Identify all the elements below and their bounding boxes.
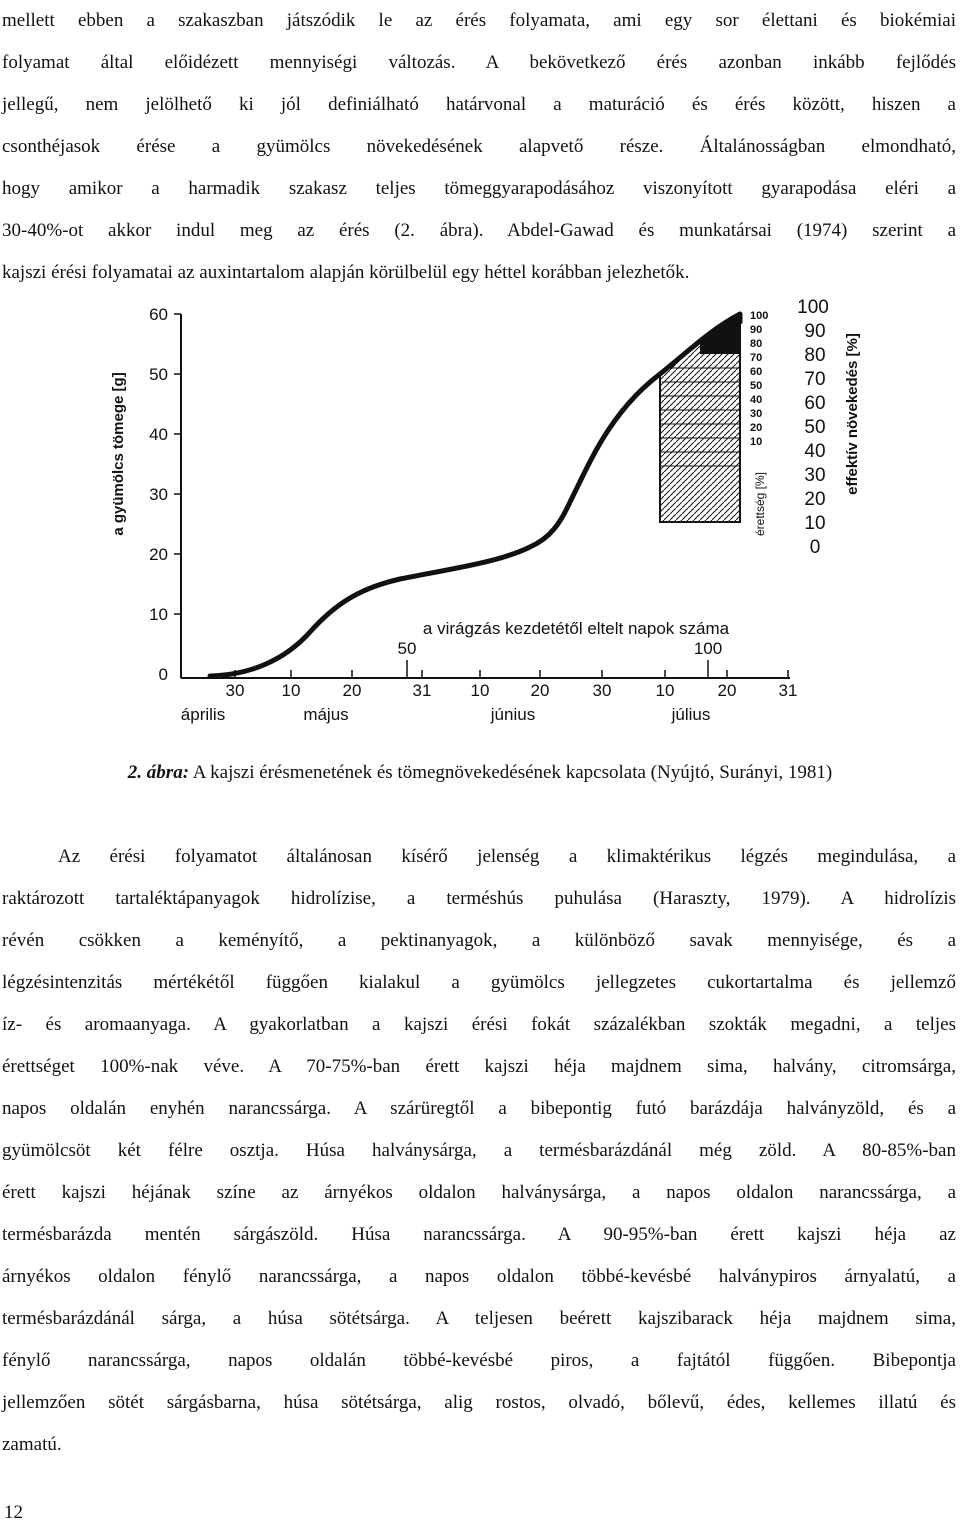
month-label: június xyxy=(490,705,536,724)
ripeness-tick: 70 xyxy=(750,352,763,364)
text-line: érettséget 100%-nak véve. A 70-75%-ban érett kajszi héja majdnem sima, halvány, citromsárga, xyxy=(2,1056,956,1077)
growth-tick: 80 xyxy=(804,345,826,366)
y-tick-label: 20 xyxy=(149,545,168,564)
growth-tick: 0 xyxy=(809,537,821,558)
text-line: napos oldalán enyhén narancssárga. A szárüregtől a bibepontig futó barázdája halványzöld, és a xyxy=(2,1098,956,1119)
text-line: Az érési folyamatot általánosan kísérő jelenség a klimaktérikus légzés megindulása, a xyxy=(58,846,956,867)
ripeness-tick: 20 xyxy=(750,422,763,434)
x-date-tick: 30 xyxy=(592,681,612,700)
x-day-tick: 50 xyxy=(397,639,417,658)
ripeness-tick: 50 xyxy=(750,380,763,392)
ripeness-tick: 30 xyxy=(750,408,763,420)
text-line: jellemzően sötét sárgásbarna, húsa sötétsárga, alig rostos, olvadó, bőlevű, édes, kellemes illatú és xyxy=(2,1392,956,1413)
growth-tick: 70 xyxy=(804,369,826,390)
text-line: termésbarázdánál sárga, a húsa sötétsárga. A teljesen beérett kajszibarack héja majdnem sima, xyxy=(2,1308,956,1329)
x-day-tick: 100 xyxy=(693,639,723,658)
caption-text: A kajszi érésmenetének és tömegnövekedésének kapcsolata (Nyújtó, Surányi, 1981) xyxy=(189,762,833,783)
y-tick-label: 0 xyxy=(158,665,168,684)
text-line: hogy amikor a harmadik szakasz teljes tömeggyarapodásához viszonyított gyarapodása eléri a xyxy=(2,178,956,199)
x-date-tick: 10 xyxy=(281,681,301,700)
body-text-top xyxy=(2,0,956,294)
growth-tick: 50 xyxy=(804,417,826,438)
ripening-growth-figure xyxy=(100,292,870,732)
x-date-tick: 30 xyxy=(225,681,245,700)
ripeness-tick: 100 xyxy=(750,310,769,322)
text-line: mellett ebben a szakaszban játszódik le az érés folyamata, ami egy sor élettani és biokémiai xyxy=(2,10,956,31)
growth-tick: 60 xyxy=(804,393,826,414)
growth-tick: 10 xyxy=(804,513,826,534)
growth-tick: 20 xyxy=(804,489,826,510)
growth-tick: 30 xyxy=(804,465,826,486)
x-date-tick: 31 xyxy=(412,681,432,700)
text-line: jellegű, nem jelölhető ki jól definiálható határvonal a maturáció és érés között, hiszen a xyxy=(2,94,956,115)
y-axis-label: a gyümölcs tömege [g] xyxy=(110,372,127,536)
month-label: július xyxy=(671,705,711,724)
x-date-tick: 10 xyxy=(655,681,675,700)
text-line: folyamat által előidézett mennyiségi változás. A bekövetkező érés azonban inkább fejlődés xyxy=(2,52,956,73)
x-axis-title: a virágzás kezdetétől eltelt napok száma xyxy=(422,619,730,638)
text-line: kajszi érési folyamatai az auxintartalom alapján körülbelül egy héttel korábban jelezhetők. xyxy=(2,262,690,283)
month-label: április xyxy=(180,705,226,724)
text-line: árnyékos oldalon fénylő narancssárga, a napos oldalon többé-kevésbé halványpiros árnyalatú, a xyxy=(2,1266,956,1287)
x-date-tick: 31 xyxy=(778,681,798,700)
text-line: raktározott tartaléktápanyagok hidrolízise, a terméshús puhulása (Haraszty, 1979). A hidrolízis xyxy=(2,888,956,909)
text-line: termésbarázda mentén sárgászöld. Húsa narancssárga. A 90-95%-ban érett kajszi héja az xyxy=(2,1224,956,1245)
y-tick-label: 60 xyxy=(149,305,168,324)
text-line: 30-40%-ot akkor indul meg az érés (2. ábra). Abdel-Gawad és munkatársai (1974) szerint a xyxy=(2,220,956,241)
x-date-tick: 20 xyxy=(717,681,737,700)
ripeness-tick: 60 xyxy=(750,366,763,378)
text-line: csonthéjasok érése a gyümölcs növekedésének alapvető része. Általánosságban elmondható, xyxy=(2,136,956,157)
text-line: érett kajszi héjának színe az árnyékos oldalon halványsárga, a napos oldalon narancssárga, a xyxy=(2,1182,956,1203)
growth-tick: 100 xyxy=(797,297,829,318)
text-line: íz- és aromaanyaga. A gyakorlatban a kajszi érési fokát százalékban szokták megadni, a teljes xyxy=(2,1014,956,1035)
text-line: révén csökken a keményítő, a pektinanyagok, a különböző savak mennyisége, és a xyxy=(2,930,956,951)
y-tick-label: 30 xyxy=(149,485,168,504)
growth-tick: 90 xyxy=(804,321,826,342)
page-number: 12 xyxy=(4,1502,23,1523)
growth-label: effektív növekedés [%] xyxy=(844,333,861,495)
text-line: gyümölcsöt két félre osztja. Húsa halványsárga, a termésbarázdánál még zöld. A 80-85%-ban xyxy=(2,1140,956,1161)
x-date-tick: 20 xyxy=(342,681,362,700)
ripeness-tick: 40 xyxy=(750,394,763,406)
x-date-tick: 10 xyxy=(470,681,490,700)
ripeness-tick: 10 xyxy=(750,436,763,448)
x-date-tick: 20 xyxy=(530,681,550,700)
y-tick-label: 40 xyxy=(149,425,168,444)
ripeness-tick: 90 xyxy=(750,324,763,336)
caption-label: 2. ábra: xyxy=(127,762,190,783)
ripeness-tick: 80 xyxy=(750,338,763,350)
month-label: május xyxy=(303,705,349,724)
body-text-bottom xyxy=(2,836,956,1466)
growth-tick: 40 xyxy=(804,441,826,462)
y-tick-label: 10 xyxy=(149,605,168,624)
y-tick-label: 50 xyxy=(149,365,168,384)
text-line: légzésintenzitás mértékétől függően kialakul a gyümölcs jellegzetes cukortartalma és jellemző xyxy=(2,972,956,993)
text-line: zamatú. xyxy=(2,1434,62,1455)
ripeness-label: érettség [%] xyxy=(753,471,767,537)
figure-caption xyxy=(0,752,960,794)
text-line: fénylő narancssárga, napos oldalán többé-kevésbé piros, a fajtától függően. Bibepontja xyxy=(2,1350,956,1371)
